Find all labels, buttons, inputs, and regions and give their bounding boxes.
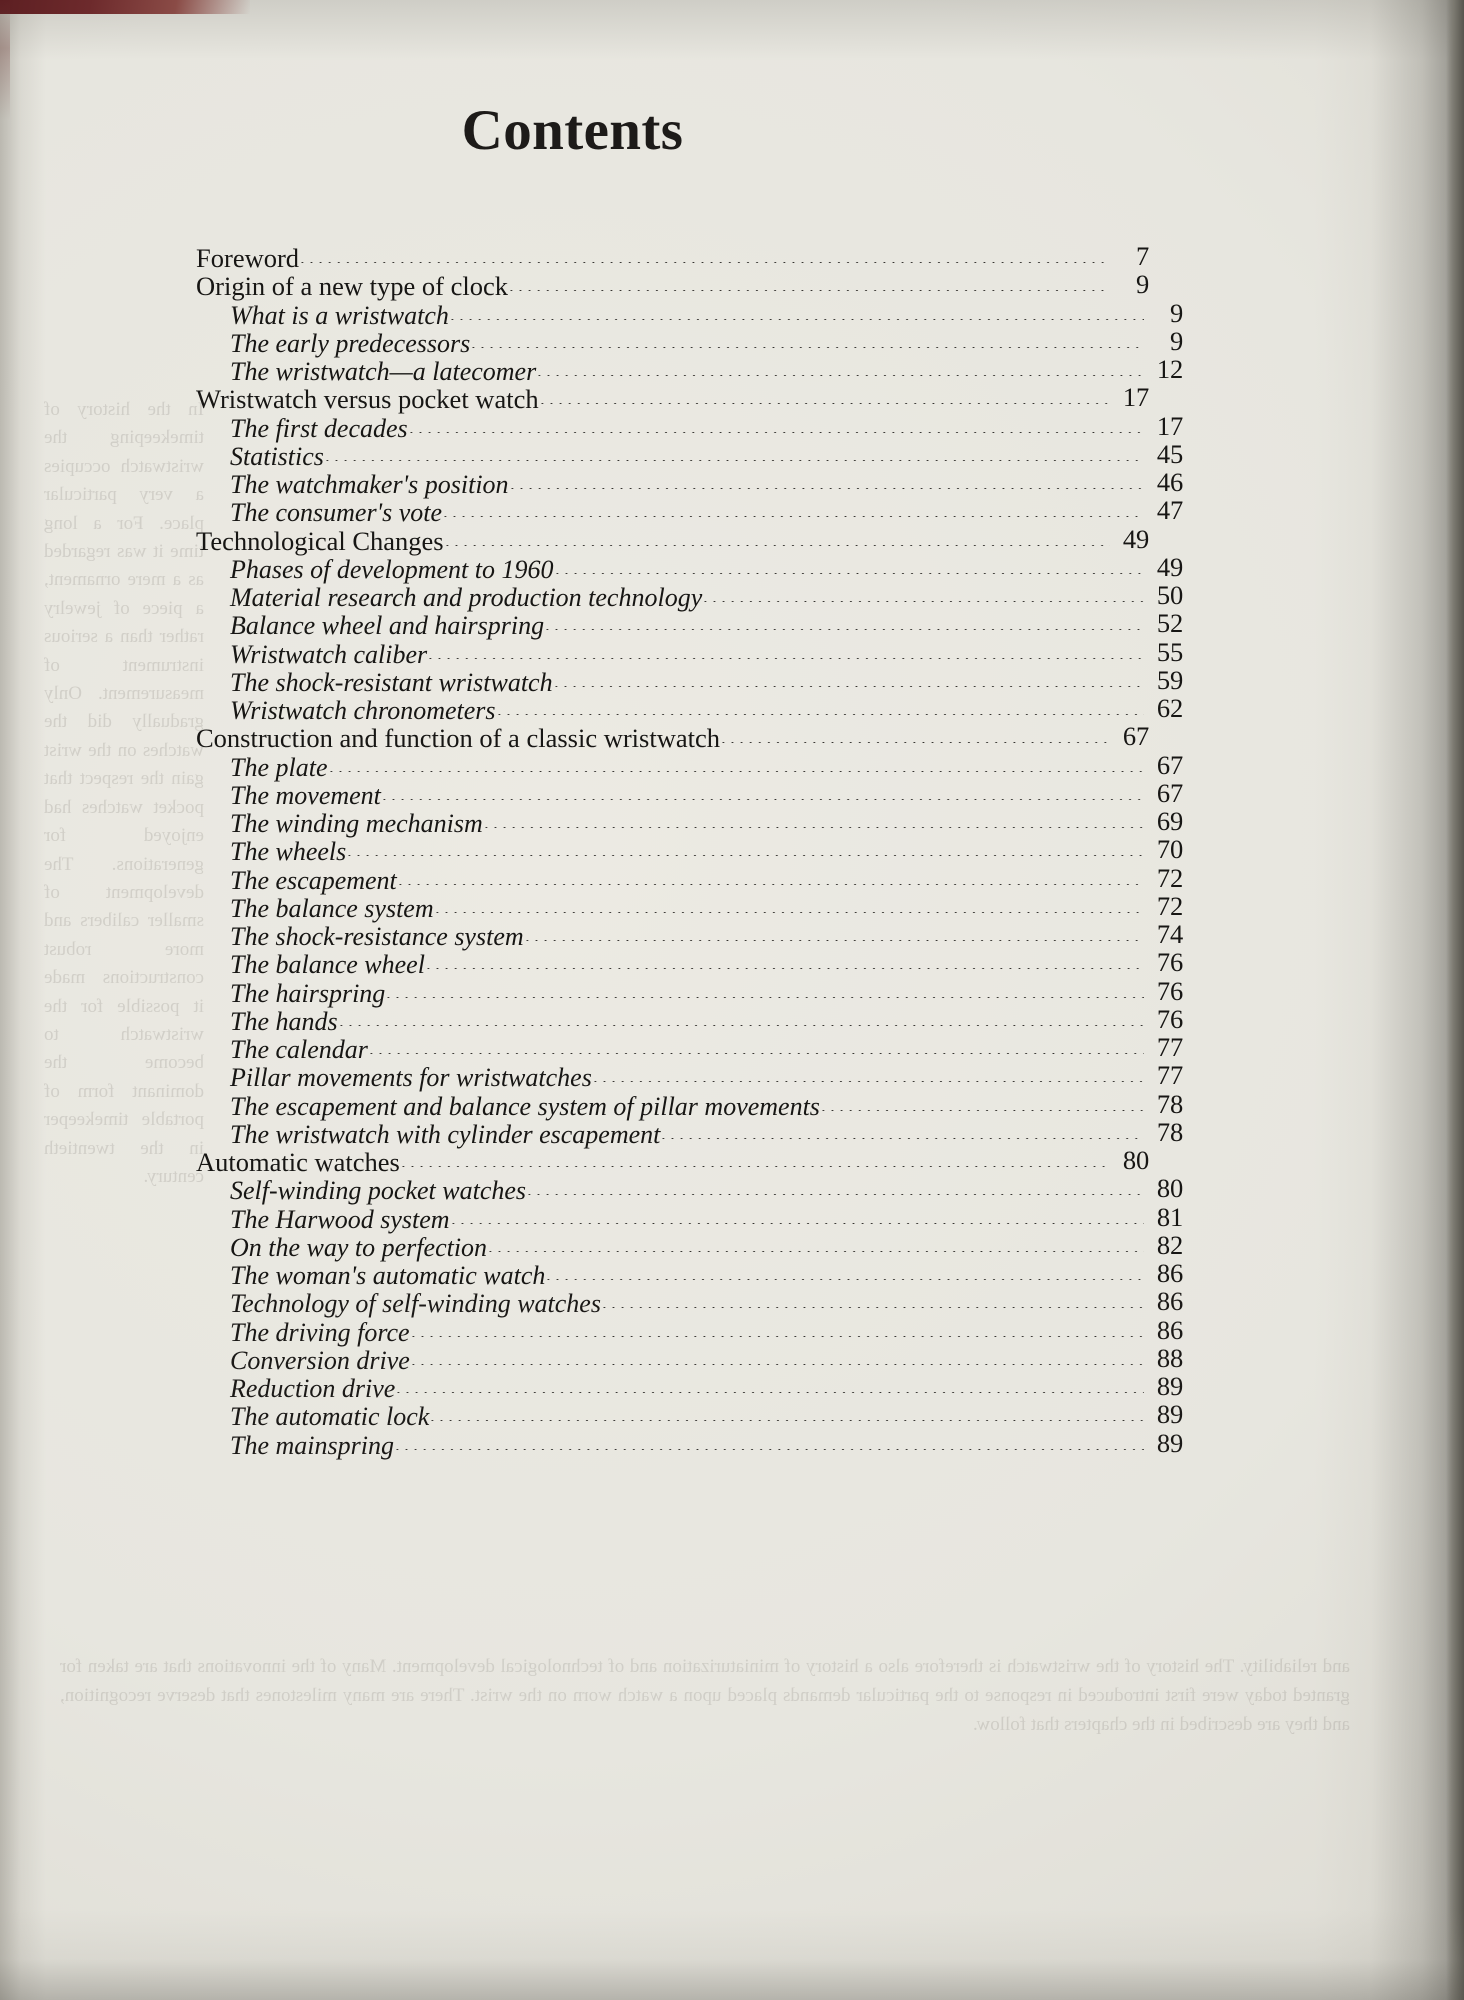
toc-entry[interactable] [196,1003,1183,1036]
toc-dot-leader [396,1449,1144,1450]
toc-dot-leader [387,997,1144,998]
toc-entry-page-number: 89 [1156,1427,1183,1458]
toc-entry[interactable] [196,1032,1183,1064]
toc-entry-label: The watchmaker's position [230,470,509,499]
toc-entry-label: Phases of development to 1960 [230,554,554,584]
toc-dot-leader [452,1223,1144,1224]
toc-entry-label: On the way to perfection [230,1232,488,1262]
toc-dot-leader [348,855,1144,856]
toc-entry[interactable] [196,269,1149,302]
toc-entry-page-number: 76 [1156,947,1183,978]
book-cover-edge [0,0,250,14]
toc-entry-label: The hands [230,1006,338,1036]
toc-entry-page-number: 52 [1156,608,1183,639]
toc-entry-page-number: 7 [1135,241,1149,271]
page-edge-bottom-shadow [0,1910,1464,2000]
toc-entry[interactable] [196,1314,1183,1347]
toc-entry[interactable] [196,636,1183,669]
toc-entry[interactable] [196,693,1183,725]
toc-entry-label: The first decades [230,413,408,443]
toc-entry[interactable] [196,777,1183,810]
toc-entry[interactable] [196,975,1183,1008]
toc-dot-leader [383,799,1144,800]
toc-entry-page-number: 82 [1156,1229,1183,1260]
toc-entry-page-number: 77 [1156,1060,1183,1091]
toc-dot-leader [301,262,1110,263]
toc-dot-leader [427,968,1144,969]
toc-dot-leader [662,1138,1144,1139]
toc-entry-page-number: 72 [1156,890,1183,921]
toc-entry-page-number: 9 [1169,297,1183,328]
toc-dot-leader [511,488,1144,489]
toc-entry[interactable] [196,1145,1149,1177]
toc-entry-label: The wristwatch—a latecomer [230,357,537,386]
toc-entry[interactable] [196,1286,1183,1319]
toc-entry-label: Technological Changes [196,525,444,556]
toc-dot-leader [541,403,1110,404]
toc-entry-label: The hairspring [230,978,386,1008]
toc-entry-page-number: 80 [1122,1145,1149,1175]
toc-entry-label: The woman's automatic watch [230,1261,546,1290]
toc-entry[interactable] [196,241,1149,273]
toc-dot-leader [704,601,1144,602]
toc-entry[interactable] [196,410,1183,443]
toc-dot-leader [451,319,1144,320]
toc-dot-leader [397,1392,1144,1393]
toc-dot-leader [555,686,1144,687]
toc-dot-leader [472,347,1144,348]
toc-entry[interactable] [196,297,1183,330]
toc-entry-label: The wristwatch with cylinder escapement [230,1119,661,1149]
toc-entry[interactable] [196,1229,1183,1262]
toc-entry[interactable] [196,495,1183,528]
toc-entry-label: The calendar [230,1035,368,1064]
toc-dot-leader [547,1279,1144,1280]
toc-entry[interactable] [196,890,1183,923]
toc-entry-label: Self-winding pocket watches [230,1176,527,1206]
toc-entry-page-number: 70 [1156,834,1183,865]
toc-dot-leader [410,432,1144,433]
toc-entry-page-number: 62 [1156,693,1183,723]
toc-dot-leader [528,1194,1144,1195]
toc-entry-page-number: 9 [1169,325,1183,356]
toc-entry-label: The driving force [230,1317,410,1347]
toc-entry[interactable] [196,382,1149,415]
toc-entry-page-number: 59 [1156,664,1183,695]
toc-entry-page-number: 80 [1156,1173,1183,1204]
toc-entry-label: The escapement [230,865,397,895]
toc-dot-leader [446,545,1110,546]
toc-entry-label: The winding mechanism [230,809,483,838]
toc-dot-leader [402,1166,1110,1167]
toc-entry[interactable] [196,1427,1183,1460]
toc-entry[interactable] [196,580,1183,612]
toc-entry-page-number: 69 [1156,806,1183,836]
toc-entry-page-number: 72 [1156,862,1183,893]
toc-dot-leader [431,1420,1144,1421]
toc-entry-label: The automatic lock [230,1402,430,1432]
toc-entry[interactable] [196,919,1183,951]
toc-entry-label: What is a wristwatch [230,300,449,330]
toc-dot-leader [326,460,1144,461]
toc-entry-label: Wristwatch versus pocket watch [196,384,539,415]
toc-entry[interactable] [196,1060,1183,1093]
toc-dot-leader [603,1307,1144,1308]
toc-entry-page-number: 77 [1156,1032,1183,1062]
toc-entry[interactable] [196,1371,1183,1403]
toc-dot-leader [498,714,1144,715]
toc-entry[interactable] [196,523,1149,556]
toc-entry-page-number: 81 [1156,1201,1183,1232]
toc-entry-page-number: 17 [1122,382,1149,413]
toc-entry[interactable] [196,467,1183,499]
toc-entry-label: Construction and function of a classic wristwatch [196,723,720,754]
toc-dot-leader [399,884,1144,885]
toc-entry[interactable] [196,1399,1183,1432]
toc-entry-label: Conversion drive [230,1345,410,1375]
toc-dot-leader [526,940,1144,941]
toc-entry-label: Automatic watches [196,1147,400,1177]
toc-entry-page-number: 17 [1156,410,1183,441]
toc-entry-label: Material research and production technology [230,583,703,612]
toc-entry[interactable] [196,749,1183,782]
toc-entry-page-number: 86 [1156,1314,1183,1345]
toc-entry-label: The shock-resistance system [230,922,524,951]
book-cover-edge-left [0,0,10,120]
toc-entry[interactable] [196,1201,1183,1234]
toc-entry[interactable] [196,354,1183,386]
toc-entry-label: The wheels [230,837,347,867]
toc-entry-page-number: 74 [1156,919,1183,949]
toc-entry[interactable] [196,1258,1183,1290]
toc-dot-leader [412,1364,1144,1365]
toc-entry-label: The balance system [230,893,434,923]
toc-entry-page-number: 47 [1156,495,1183,526]
toc-entry-label: Wristwatch chronometers [230,696,496,725]
page-gutter-left-shadow [0,0,46,2000]
toc-entry-label: Technology of self-winding watches [230,1289,601,1319]
toc-dot-leader [429,658,1144,659]
toc-entry-label: The plate [230,752,328,782]
toc-entry-label: The early predecessors [230,328,471,358]
toc-entry-page-number: 55 [1156,636,1183,667]
toc-entry[interactable] [196,834,1183,867]
toc-entry[interactable] [196,862,1183,895]
toc-dot-leader [340,1025,1144,1026]
toc-dot-leader [722,742,1110,743]
toc-entry-label: Origin of a new type of clock [196,271,509,302]
toc-entry[interactable] [196,608,1183,641]
toc-entry-label: The movement [230,780,381,810]
toc-entry-page-number: 9 [1135,269,1149,300]
table-of-contents [196,241,1183,1460]
toc-entry-page-number: 76 [1156,1003,1183,1034]
toc-entry-label: Foreword [196,243,300,273]
toc-entry-label: The consumer's vote [230,498,443,528]
toc-entry-page-number: 89 [1156,1371,1183,1401]
toc-entry-page-number: 46 [1156,467,1183,497]
toc-entry[interactable] [196,1173,1183,1206]
toc-entry-page-number: 78 [1156,1088,1183,1119]
toc-dot-leader [330,771,1145,772]
toc-dot-leader [822,1110,1144,1111]
toc-entry-label: Balance wheel and hairspring [230,611,545,641]
toc-dot-leader [370,1053,1144,1054]
toc-entry[interactable] [196,1116,1183,1149]
toc-entry[interactable] [196,438,1183,471]
toc-entry-label: Wristwatch caliber [230,639,428,669]
toc-entry-label: Pillar movements for wristwatches [230,1063,592,1093]
toc-entry[interactable] [196,1088,1183,1121]
toc-entry[interactable] [196,551,1183,584]
toc-dot-leader [538,375,1144,376]
toc-entry-page-number: 49 [1156,551,1183,582]
toc-entry[interactable] [196,664,1183,697]
toc-entry-page-number: 76 [1156,975,1183,1006]
toc-entry-page-number: 45 [1156,438,1183,469]
toc-entry-label: The escapement and balance system of pillar movements [230,1091,820,1121]
toc-dot-leader [412,1336,1144,1337]
toc-dot-leader [444,516,1144,517]
toc-entry-label: The balance wheel [230,950,425,980]
toc-dot-leader [546,629,1144,630]
toc-entry-page-number: 67 [1156,749,1183,780]
toc-entry[interactable] [196,806,1183,838]
toc-entry-page-number: 12 [1156,354,1183,384]
toc-entry-page-number: 86 [1156,1286,1183,1317]
toc-dot-leader [556,573,1145,574]
page-gutter-right-shadow [1314,0,1464,2000]
toc-entry[interactable] [196,1342,1183,1375]
toc-entry-page-number: 88 [1156,1342,1183,1373]
toc-dot-leader [436,912,1144,913]
toc-dot-leader [594,1081,1144,1082]
toc-entry-label: The shock-resistant wristwatch [230,667,553,697]
toc-entry-label: Statistics [230,441,324,471]
toc-entry-page-number: 86 [1156,1258,1183,1288]
toc-entry-page-number: 49 [1122,523,1149,554]
toc-entry-page-number: 89 [1156,1399,1183,1430]
toc-entry-label: The mainspring [230,1430,394,1460]
toc-dot-leader [485,827,1144,828]
toc-entry-page-number: 67 [1156,777,1183,808]
toc-dot-leader [510,290,1110,291]
toc-entry-page-number: 67 [1122,721,1149,752]
toc-entry-page-number: 78 [1156,1116,1183,1147]
toc-entry[interactable] [196,947,1183,980]
toc-entry[interactable] [196,721,1149,754]
toc-entry-page-number: 50 [1156,580,1183,610]
toc-dot-leader [489,1251,1144,1252]
toc-entry[interactable] [196,325,1183,358]
page-edge-right-dark [1446,0,1464,2000]
page-title: Contents [461,99,684,162]
toc-entry-label: The Harwood system [230,1204,450,1234]
toc-entry-label: Reduction drive [230,1374,396,1403]
